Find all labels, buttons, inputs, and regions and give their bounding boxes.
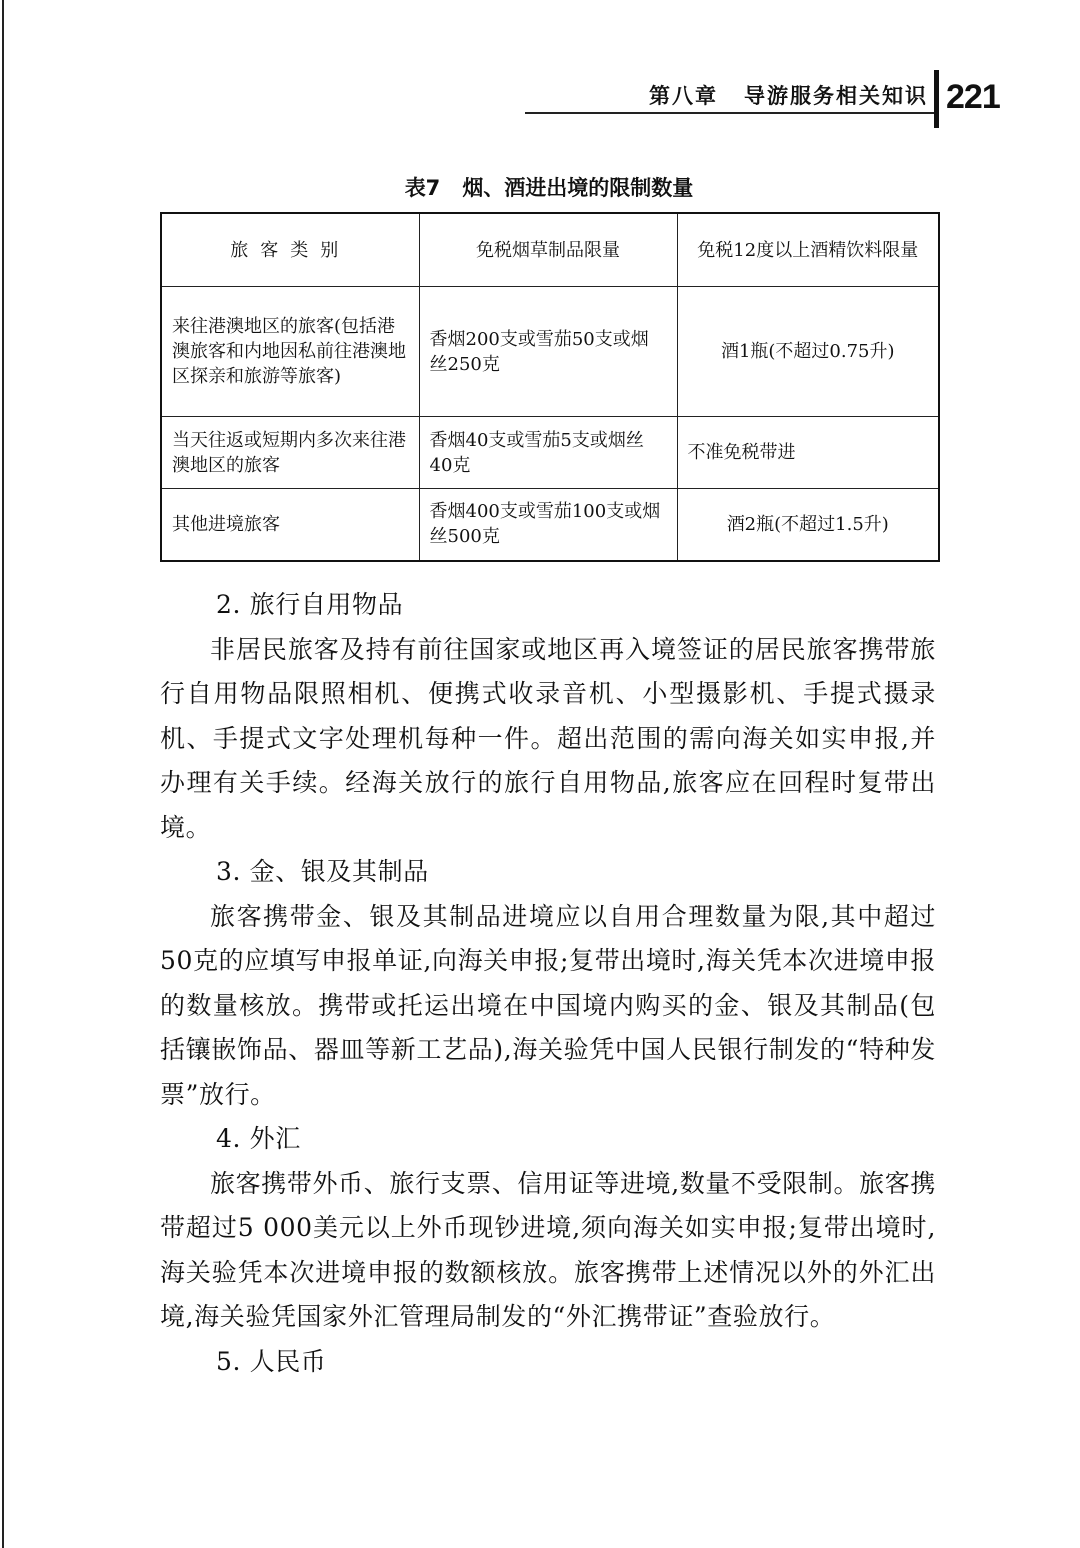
cell-alcohol: 酒2瓶(不超过1.5升): [677, 489, 939, 561]
cell-category: 其他进境旅客: [161, 489, 419, 561]
header-separator: [934, 70, 939, 128]
table-header-row: [161, 213, 939, 287]
page-number: 221: [946, 78, 1000, 116]
chapter-label: 第八章: [649, 83, 718, 108]
table-caption-title: 烟、酒进出境的限制数量: [462, 176, 694, 200]
section-heading: 5. 人民币: [216, 1346, 327, 1376]
header-rule: [525, 112, 935, 114]
section-heading: 2. 旅行自用物品: [216, 590, 404, 619]
header-cell-alcohol: 免税12度以上酒精饮料限量: [677, 213, 939, 287]
cell-tobacco: 香烟400支或雪茄100支或烟丝500克: [419, 489, 677, 561]
section-paragraph: 旅客携带金、银及其制品进境应以自用合理数量为限,其中超过50克的应填写申报单证,向海关申报;复带出境时,海关凭本次进境申报的数量核放。携带或托运出境在中国境内购买的金、银及其制品(包括镶嵌饰品、器皿等新工艺品),海关验凭中国人民银行制发的“特种发票”放行。: [160, 901, 936, 1109]
body-text: [160, 583, 936, 1384]
section-paragraph: 非居民旅客及持有前往国家或地区再入境签证的居民旅客携带旅行自用物品限照相机、便携式收录音机、小型摄影机、手提式摄录机、手提式文字处理机每种一件。超出范围的需向海关如实申报,并办理有关手续。经海关放行的旅行自用物品,旅客应在回程时复带出境。: [160, 634, 936, 842]
section-heading: 4. 外汇: [216, 1124, 301, 1153]
cell-alcohol: 不准免税带进: [677, 417, 939, 489]
header-cell-tobacco: 免税烟草制品限量: [419, 213, 677, 287]
chapter-title: 导游服务相关知识: [744, 83, 928, 108]
table-row: [161, 489, 939, 561]
table-row: [161, 287, 939, 417]
section-paragraph: 旅客携带外币、旅行支票、信用证等进境,数量不受限制。旅客携带超过5 000美元以上外币现钞进境,须向海关如实申报;复带出境时,海关验凭本次进境申报的数额核放。旅客携带上述情况以外的外汇出境,海关验凭国家外汇管理局制发的“外汇携带证”查验放行。: [160, 1168, 936, 1331]
section-heading: 3. 金、银及其制品: [216, 857, 429, 886]
cell-alcohol: 酒1瓶(不超过0.75升): [677, 287, 939, 417]
table-caption: [160, 172, 938, 202]
page-edge-rule: [2, 0, 4, 1548]
table-caption-number: 表7: [404, 176, 441, 200]
table-row: [161, 417, 939, 489]
cell-tobacco: 香烟40支或雪茄5支或烟丝40克: [419, 417, 677, 489]
running-header: [600, 80, 928, 110]
cell-tobacco: 香烟200支或雪茄50支或烟丝250克: [419, 287, 677, 417]
cell-category: 来往港澳地区的旅客(包括港澳旅客和内地因私前往港澳地区探亲和旅游等旅客): [161, 287, 419, 417]
limits-table: [160, 212, 940, 562]
header-cell-category: 旅客类别: [161, 213, 419, 287]
cell-category: 当天往返或短期内多次来往港澳地区的旅客: [161, 417, 419, 489]
